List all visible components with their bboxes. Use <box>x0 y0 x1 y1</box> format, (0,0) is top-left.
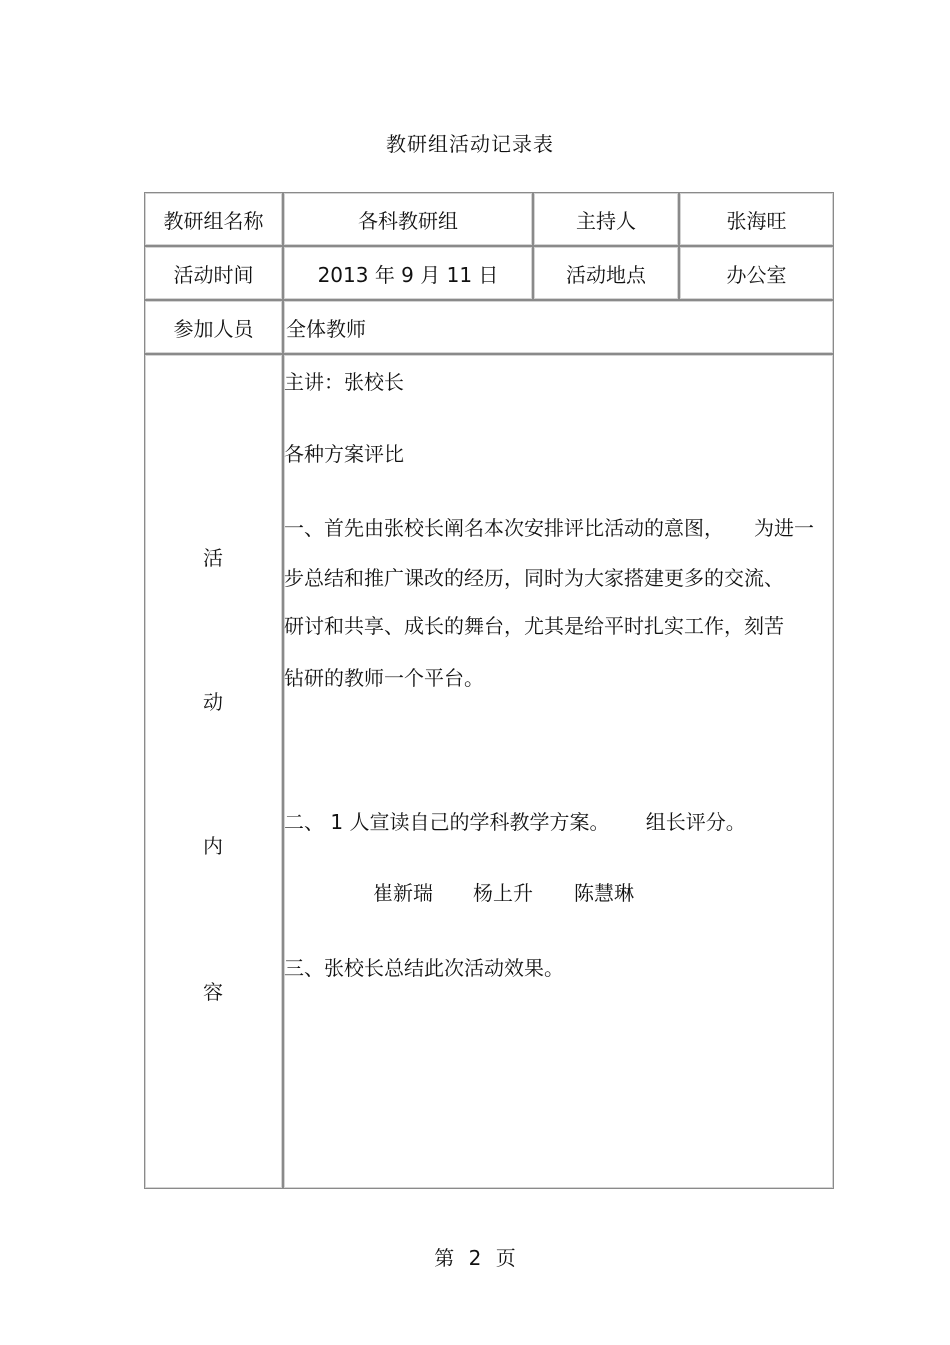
content-label-cell <box>144 354 283 1189</box>
item1-line: 步总结和推广课改的经历，同时为大家搭建更多的交流、 <box>284 566 784 590</box>
time-label: 活动时间 <box>144 246 283 300</box>
topic-line: 各种方案评比 <box>284 442 404 466</box>
item1-line: 研讨和共享、成长的舞台，尤其是给平时扎实工作，刻苦 <box>284 614 784 638</box>
participant-name: 崔新瑞 <box>373 881 433 905</box>
page-number: 第 2 页 <box>434 1246 516 1270</box>
content-label-char: 容 <box>203 980 223 1004</box>
speaker-line: 主讲：张校长 <box>284 370 404 394</box>
participant-name: 杨上升 <box>473 881 533 905</box>
place-label: 活动地点 <box>533 246 679 300</box>
item1-line: 一、首先由张校长阐名本次安排评比活动的意图， 为进一 <box>284 516 814 540</box>
document-title: 教研组活动记录表 <box>386 132 554 156</box>
item1-line: 钻研的教师一个平台。 <box>284 666 484 690</box>
place-value: 办公室 <box>679 246 834 300</box>
content-label-char: 内 <box>203 834 223 858</box>
host-value: 张海旺 <box>679 192 834 246</box>
participants-value: 全体教师 <box>283 300 834 354</box>
host-label: 主持人 <box>533 192 679 246</box>
content-label-char: 活 <box>203 546 223 570</box>
participants-label: 参加人员 <box>144 300 283 354</box>
content-label-char: 动 <box>203 690 223 714</box>
activity-record-table <box>144 192 834 1189</box>
time-value: 2013 年 9 月 11 日 <box>283 246 533 300</box>
content-body-cell <box>283 354 834 1189</box>
group-name-value: 各科教研组 <box>283 192 533 246</box>
group-name-label: 教研组名称 <box>144 192 283 246</box>
participant-name: 陈慧琳 <box>574 881 634 905</box>
item2-line: 二、 1 人宣读自己的学科教学方案。 组长评分。 <box>284 810 746 834</box>
item3-line: 三、张校长总结此次活动效果。 <box>284 956 564 980</box>
